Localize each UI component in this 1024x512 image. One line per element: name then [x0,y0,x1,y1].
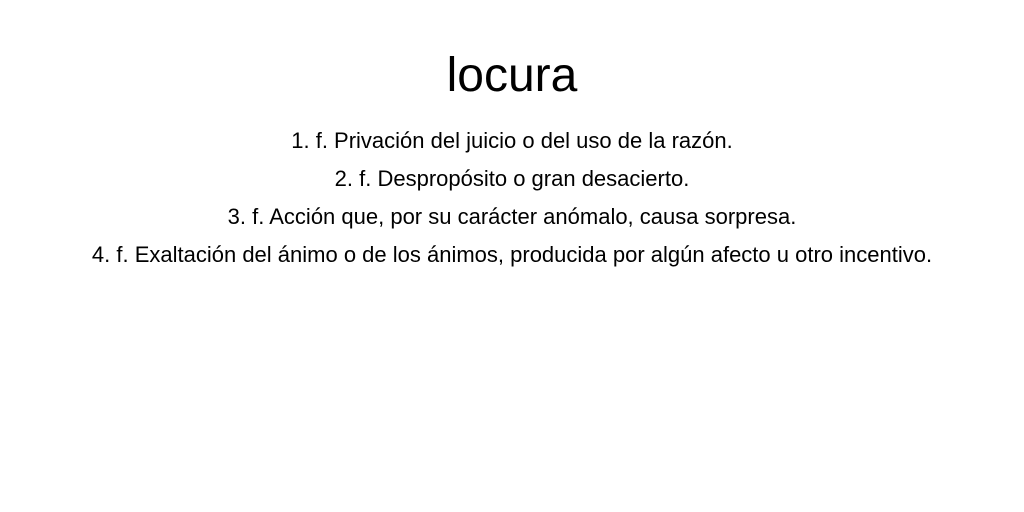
entry-word: locura [446,49,578,102]
definition-list [80,122,944,274]
definition-4: 4. f. Exaltación del ánimo o de los ánimos, producida por algún afecto u otro incentivo. [91,242,933,267]
definition-2: 2. f. Despropósito o gran desacierto. [334,166,690,191]
definition-3: 3. f. Acción que, por su carácter anómalo, causa sorpresa. [227,204,797,229]
definition-1: 1. f. Privación del juicio o del uso de la razón. [291,128,733,153]
